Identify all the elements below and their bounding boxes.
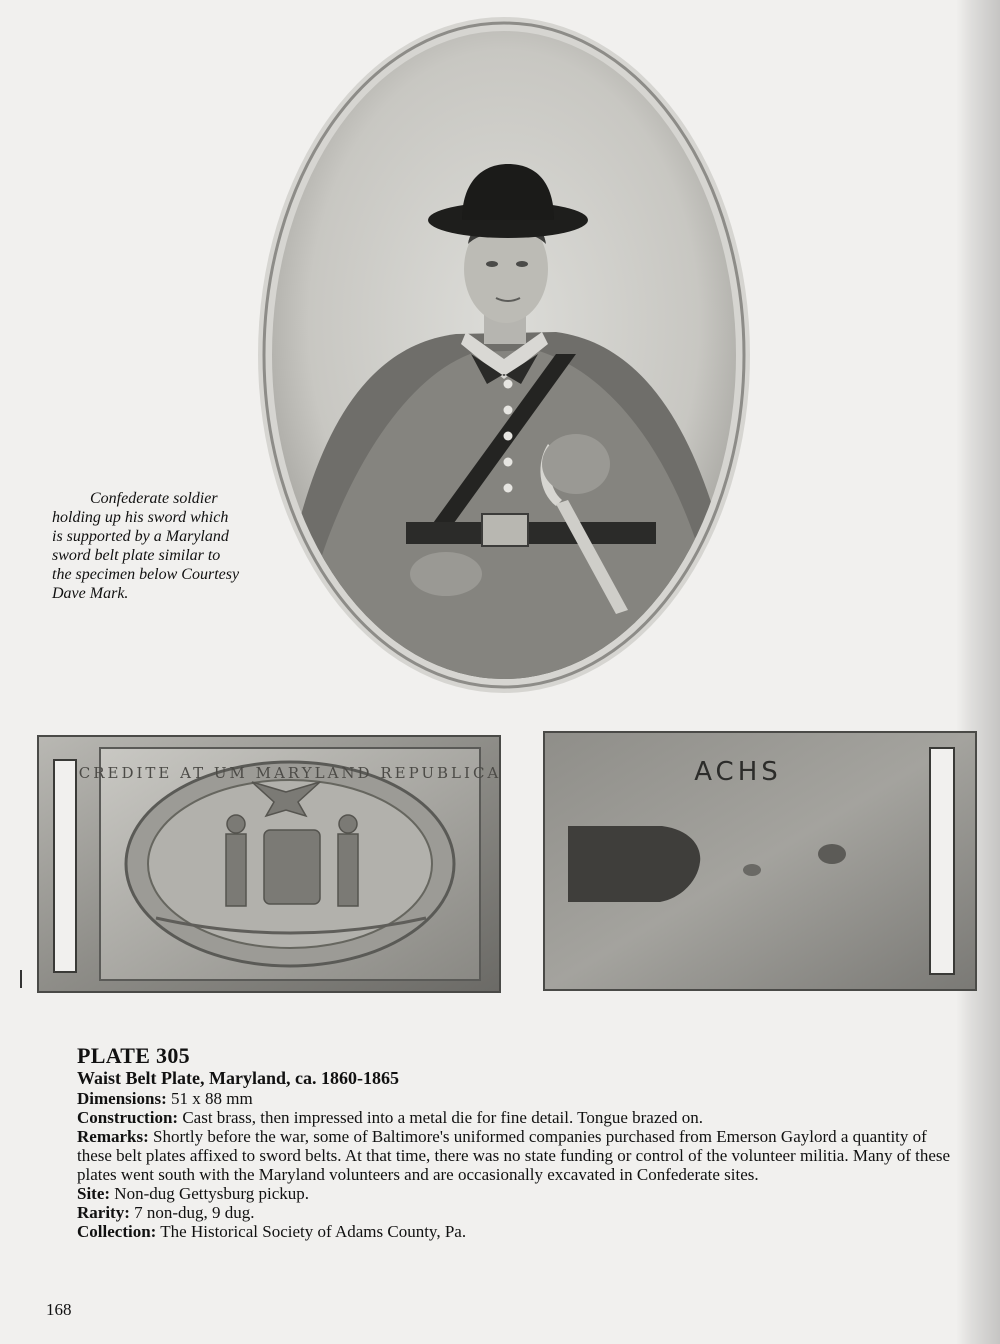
front-plate-inscription: CREDITE AT UM MARYLAND REPUBLICA [78, 764, 502, 782]
plate-heading: PLATE 305 [77, 1043, 190, 1068]
construction-label: Construction: [77, 1108, 179, 1127]
page-number: 168 [46, 1300, 72, 1319]
photo-caption [52, 489, 242, 603]
back-plate-inscription: ACHS [694, 757, 782, 787]
dimensions-label: Dimensions: [77, 1089, 167, 1108]
soldier-portrait-photo [256, 14, 752, 696]
photo-caption-text: Confederate soldier holding up his sword which is supported by a Maryland sword belt plate similar to the specimen below Courtesy Dave Mark. [52, 490, 240, 602]
rarity-label: Rarity: [77, 1203, 130, 1222]
dimensions-value: 51 x 88 mm [170, 1089, 253, 1108]
stray-scan-mark [20, 970, 22, 988]
belt-plate-back-photo [542, 730, 978, 992]
plate-description [77, 1044, 957, 1241]
construction-row [77, 1108, 957, 1127]
rarity-value: 7 non-dug, 9 dug. [134, 1203, 255, 1222]
collection-value: The Historical Society of Adams County, Pa. [160, 1222, 467, 1241]
site-value: Non-dug Gettysburg pickup. [114, 1184, 309, 1203]
site-row [77, 1184, 957, 1203]
rarity-row [77, 1203, 957, 1222]
dimensions-row [77, 1089, 957, 1108]
remarks-label: Remarks: [77, 1127, 149, 1146]
collection-label: Collection: [77, 1222, 157, 1241]
page-edge-shadow [956, 0, 1000, 1344]
remarks-row [77, 1127, 957, 1184]
remarks-value: Shortly before the war, some of Baltimore's uniformed companies purchased from Emerson Gaylord a quantity of these belt plates affixed to sword belts. At that time, there was no state funding or control of the volunteer militia. Many of these plates went south with the Maryland volunteers and are occasionally excavated in Confederate sites. [77, 1127, 951, 1184]
belt-plate-front-photo [36, 734, 502, 994]
collection-row [77, 1222, 957, 1241]
plate-subtitle: Waist Belt Plate, Maryland, ca. 1860-1865 [77, 1068, 399, 1088]
construction-value: Cast brass, then impressed into a metal die for fine detail. Tongue brazed on. [182, 1108, 703, 1127]
site-label: Site: [77, 1184, 111, 1203]
